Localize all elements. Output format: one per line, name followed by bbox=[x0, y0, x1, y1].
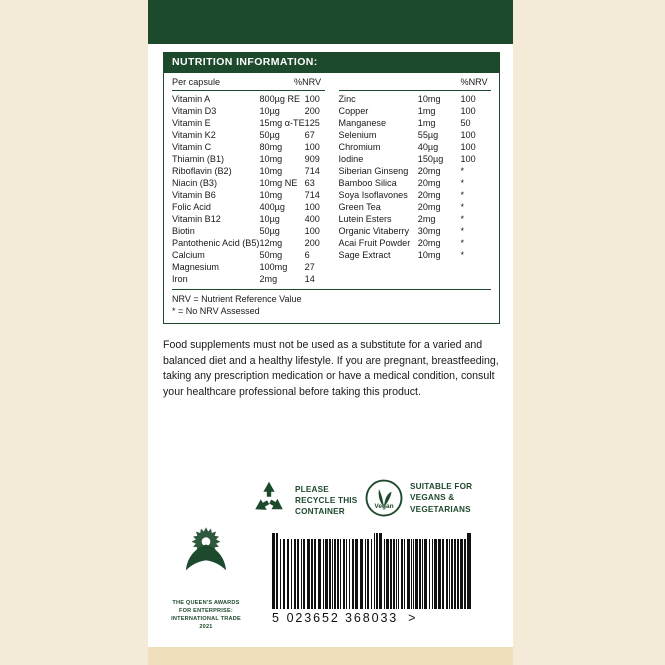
nutrient-amount: 2mg bbox=[417, 213, 436, 224]
nutrient-amount: 2mg bbox=[259, 273, 278, 284]
nutrition-left-rows bbox=[172, 94, 325, 286]
queens-award-block bbox=[158, 520, 254, 631]
nutrient-nrv: 200 bbox=[304, 237, 320, 248]
nutrient-name: Copper bbox=[338, 105, 369, 116]
nutrient-nrv: 100 bbox=[460, 105, 476, 116]
vegan-line-2: VEGANS & bbox=[410, 493, 455, 503]
nutrient-name: Vitamin A bbox=[172, 93, 211, 104]
nutrition-information-panel bbox=[163, 52, 500, 324]
nutrient-row bbox=[172, 250, 325, 262]
nutrient-nrv: * bbox=[460, 189, 465, 200]
nutrient-name: Riboflavin (B2) bbox=[172, 165, 232, 176]
nutrient-name: Vitamin E bbox=[172, 117, 211, 128]
nutrient-nrv: * bbox=[460, 213, 465, 224]
vegan-line-3: VEGETARIANS bbox=[410, 504, 471, 514]
nutrient-row bbox=[339, 166, 492, 178]
nutrient-nrv: 6 bbox=[304, 249, 310, 260]
nutrient-nrv: 14 bbox=[304, 273, 315, 284]
nutrient-name: Vitamin B12 bbox=[172, 213, 221, 224]
nutrient-nrv: 63 bbox=[304, 177, 315, 188]
nutrient-nrv: * bbox=[460, 177, 465, 188]
nutrient-name: Siberian Ginseng bbox=[338, 165, 409, 176]
nutrient-amount: 10mg bbox=[259, 153, 283, 164]
barcode-trailing-mark: > bbox=[408, 611, 418, 625]
vegan-society-icon bbox=[364, 478, 404, 518]
nutrition-table-left-rows bbox=[172, 94, 325, 286]
label-bottom-band bbox=[148, 647, 513, 665]
footnote-nrv: NRV = Nutrient Reference Value bbox=[172, 293, 302, 304]
nutrient-name: Vitamin D3 bbox=[172, 105, 217, 116]
right-background-strip bbox=[513, 0, 665, 665]
recycle-line-3: CONTAINER bbox=[295, 507, 345, 517]
recycle-line-1: PLEASE bbox=[295, 484, 329, 494]
right-name-header bbox=[339, 77, 418, 89]
nutrient-row bbox=[172, 214, 325, 226]
nutrient-amount: 800µg RE bbox=[259, 93, 301, 104]
nutrient-name: Thiamin (B1) bbox=[172, 153, 225, 164]
nutrient-nrv: 400 bbox=[304, 213, 320, 224]
nutrient-row bbox=[172, 130, 325, 142]
nutrient-amount: 10mg bbox=[259, 165, 283, 176]
nutrient-row bbox=[172, 202, 325, 214]
vegan-icon-label: Vegan bbox=[374, 503, 394, 510]
nutrient-nrv: 200 bbox=[304, 105, 320, 116]
nutrient-amount: 80mg bbox=[259, 141, 283, 152]
left-amount-header bbox=[251, 77, 294, 89]
nutrition-right-header-row bbox=[339, 77, 492, 89]
nutrient-amount: 10µg bbox=[259, 105, 280, 116]
nutrient-name: Selenium bbox=[338, 129, 377, 140]
nutrient-nrv: * bbox=[460, 225, 465, 236]
nutrient-name: Sage Extract bbox=[338, 249, 391, 260]
nutrient-row bbox=[172, 118, 325, 130]
nutrient-amount: 1mg bbox=[417, 105, 436, 116]
nutrition-left-header-row bbox=[172, 77, 325, 89]
nutrient-row bbox=[172, 154, 325, 166]
nutrient-name: Organic Vitaberry bbox=[338, 225, 410, 236]
barcode-digits bbox=[272, 611, 472, 625]
nutrient-name: Vitamin C bbox=[172, 141, 212, 152]
nutrition-table-right bbox=[339, 77, 492, 89]
vegan-text bbox=[410, 481, 472, 514]
nutrient-amount: 12mg bbox=[259, 237, 283, 248]
nutrient-amount: 10mg bbox=[417, 93, 441, 104]
nutrient-name: Iron bbox=[172, 273, 188, 284]
nutrient-row bbox=[339, 106, 492, 118]
nutrient-nrv: * bbox=[460, 165, 465, 176]
label-green-header-band bbox=[148, 0, 513, 44]
recycle-block bbox=[249, 478, 357, 523]
nutrition-panel-content bbox=[164, 73, 499, 324]
nutrient-amount: 40µg bbox=[417, 141, 439, 152]
vegan-block bbox=[364, 478, 472, 518]
barcode-block bbox=[272, 533, 472, 625]
nutrient-amount: 20mg bbox=[417, 177, 441, 188]
nutrient-row bbox=[172, 262, 325, 274]
nutrition-footnotes bbox=[172, 289, 491, 317]
nutrient-name: Iodine bbox=[338, 153, 364, 164]
award-line-1: THE QUEEN'S AWARDS bbox=[172, 600, 240, 606]
nutrient-nrv: 100 bbox=[304, 141, 320, 152]
nutrient-name: Manganese bbox=[338, 117, 387, 128]
nutrient-row bbox=[172, 178, 325, 190]
right-header-divider bbox=[339, 90, 492, 91]
nutrient-nrv: 100 bbox=[460, 129, 476, 140]
nutrient-name: Vitamin B6 bbox=[172, 189, 216, 200]
nutrient-nrv: 100 bbox=[460, 93, 476, 104]
nutrient-row bbox=[172, 106, 325, 118]
nutrient-amount: 20mg bbox=[417, 165, 441, 176]
vegan-line-1: SUITABLE FOR bbox=[410, 482, 473, 492]
nutrient-amount: 15mg α-TE bbox=[259, 117, 305, 128]
nutrient-row bbox=[339, 190, 492, 202]
nutrient-row bbox=[339, 238, 492, 250]
nutrient-amount: 20mg bbox=[417, 189, 441, 200]
nutrient-name: Vitamin K2 bbox=[172, 129, 216, 140]
nutrient-amount: 10mg bbox=[259, 189, 283, 200]
nutrient-row bbox=[339, 214, 492, 226]
nutrient-row bbox=[172, 226, 325, 238]
nutrient-name: Green Tea bbox=[338, 201, 381, 212]
queens-award-text bbox=[158, 599, 254, 631]
nutrient-row bbox=[172, 166, 325, 178]
nutrient-name: Bamboo Silica bbox=[338, 177, 397, 188]
nutrient-name: Biotin bbox=[172, 225, 195, 236]
nutrient-row bbox=[339, 250, 492, 262]
nutrient-nrv: 67 bbox=[304, 129, 315, 140]
nutrient-name: Acai Fruit Powder bbox=[338, 237, 411, 248]
nutrient-name: Zinc bbox=[338, 93, 356, 104]
nutrition-columns bbox=[172, 77, 491, 286]
nutrient-nrv: 909 bbox=[304, 153, 320, 164]
nutrient-nrv: * bbox=[460, 249, 465, 260]
nutrient-row bbox=[339, 226, 492, 238]
nutrient-nrv: * bbox=[460, 201, 465, 212]
nutrient-nrv: 27 bbox=[304, 261, 315, 272]
nutrient-name: Pantothenic Acid (B5) bbox=[172, 237, 260, 248]
nutrient-nrv: 100 bbox=[460, 141, 476, 152]
left-header-divider bbox=[172, 90, 325, 91]
right-nrv-header: %NRV bbox=[460, 76, 488, 87]
nutrition-panel-title: NUTRITION INFORMATION: bbox=[164, 53, 499, 73]
nutrition-table-right-body bbox=[339, 77, 492, 89]
nutrient-amount: 30mg bbox=[417, 225, 441, 236]
queens-award-icon bbox=[170, 579, 242, 596]
nutrient-amount: 50µg bbox=[259, 225, 280, 236]
nutrient-name: Magnesium bbox=[172, 261, 220, 272]
nutrient-row bbox=[339, 118, 492, 130]
nutrient-name: Chromium bbox=[338, 141, 381, 152]
nutrient-name: Folic Acid bbox=[172, 201, 211, 212]
nutrient-row bbox=[339, 142, 492, 154]
recycle-text bbox=[295, 484, 357, 517]
nutrient-nrv: 714 bbox=[304, 165, 320, 176]
nutrient-nrv: 100 bbox=[304, 93, 320, 104]
nutrient-amount: 20mg bbox=[417, 201, 441, 212]
nutrient-amount: 150µg bbox=[417, 153, 444, 164]
barcode-lead-digit: 5 bbox=[272, 611, 281, 625]
per-capsule-header: Per capsule bbox=[172, 76, 221, 87]
nutrient-row bbox=[339, 94, 492, 106]
nutrient-nrv: 714 bbox=[304, 189, 320, 200]
nutrition-table-left-body bbox=[172, 77, 325, 89]
nutrition-table-right-rows bbox=[339, 94, 492, 262]
nutrient-amount: 20mg bbox=[417, 237, 441, 248]
nutrient-row bbox=[172, 94, 325, 106]
nutrient-row bbox=[339, 178, 492, 190]
nutrient-nrv: 100 bbox=[304, 225, 320, 236]
certification-icons-row bbox=[249, 478, 499, 530]
left-background-strip bbox=[0, 0, 148, 665]
nutrient-nrv: 50 bbox=[460, 117, 471, 128]
nutrient-name: Soya Isoflavones bbox=[338, 189, 408, 200]
nutrient-name: Calcium bbox=[172, 249, 205, 260]
nutrient-row bbox=[172, 142, 325, 154]
nutrition-table-left bbox=[172, 77, 325, 89]
nutrient-amount: 100mg bbox=[259, 261, 288, 272]
barcode-icon bbox=[272, 533, 472, 609]
nutrient-amount: 10mg NE bbox=[259, 177, 298, 188]
nutrient-amount: 10mg bbox=[417, 249, 441, 260]
nutrient-name: Niacin (B3) bbox=[172, 177, 217, 188]
nutrient-nrv: 125 bbox=[304, 117, 320, 128]
right-amount-header bbox=[418, 77, 461, 89]
nutrient-row bbox=[339, 130, 492, 142]
nutrient-row bbox=[172, 238, 325, 250]
nutrition-right-rows bbox=[339, 94, 492, 262]
nutrient-nrv: 100 bbox=[304, 201, 320, 212]
nutrient-name: Lutein Esters bbox=[338, 213, 392, 224]
nutrient-row bbox=[172, 190, 325, 202]
nutrient-nrv: * bbox=[460, 237, 465, 248]
advisory-text: Food supplements must not be used as a substitute for a varied and balanced diet and a healthy lifestyle. If you are pregnant, breastfeeding, taking any prescription medication or have a medical condition, consult your healthcare professional before taking this product. bbox=[163, 339, 499, 399]
nutrient-amount: 400µg bbox=[259, 201, 285, 212]
award-line-2: FOR ENTERPRISE: bbox=[179, 608, 233, 615]
recycle-icon bbox=[249, 478, 289, 523]
nutrient-row bbox=[339, 154, 492, 166]
award-line-4: 2021 bbox=[199, 624, 213, 631]
award-line-3: INTERNATIONAL TRADE bbox=[171, 616, 241, 623]
nutrient-amount: 10µg bbox=[259, 213, 280, 224]
nutrient-amount: 50µg bbox=[259, 129, 280, 140]
nutrient-nrv: 100 bbox=[460, 153, 476, 164]
footnote-asterisk: * = No NRV Assessed bbox=[172, 305, 260, 316]
nutrient-row bbox=[339, 202, 492, 214]
nutrient-amount: 55µg bbox=[417, 129, 439, 140]
nutrient-row bbox=[172, 274, 325, 286]
nutrient-amount: 1mg bbox=[417, 117, 436, 128]
nutrition-column-right bbox=[331, 77, 492, 286]
recycle-line-2: RECYCLE THIS bbox=[295, 495, 358, 505]
barcode-main-digits: 023652 368033 bbox=[286, 611, 399, 625]
nutrient-amount: 50mg bbox=[259, 249, 283, 260]
left-nrv-header: %NRV bbox=[293, 76, 322, 87]
nutrition-column-left bbox=[172, 77, 331, 286]
